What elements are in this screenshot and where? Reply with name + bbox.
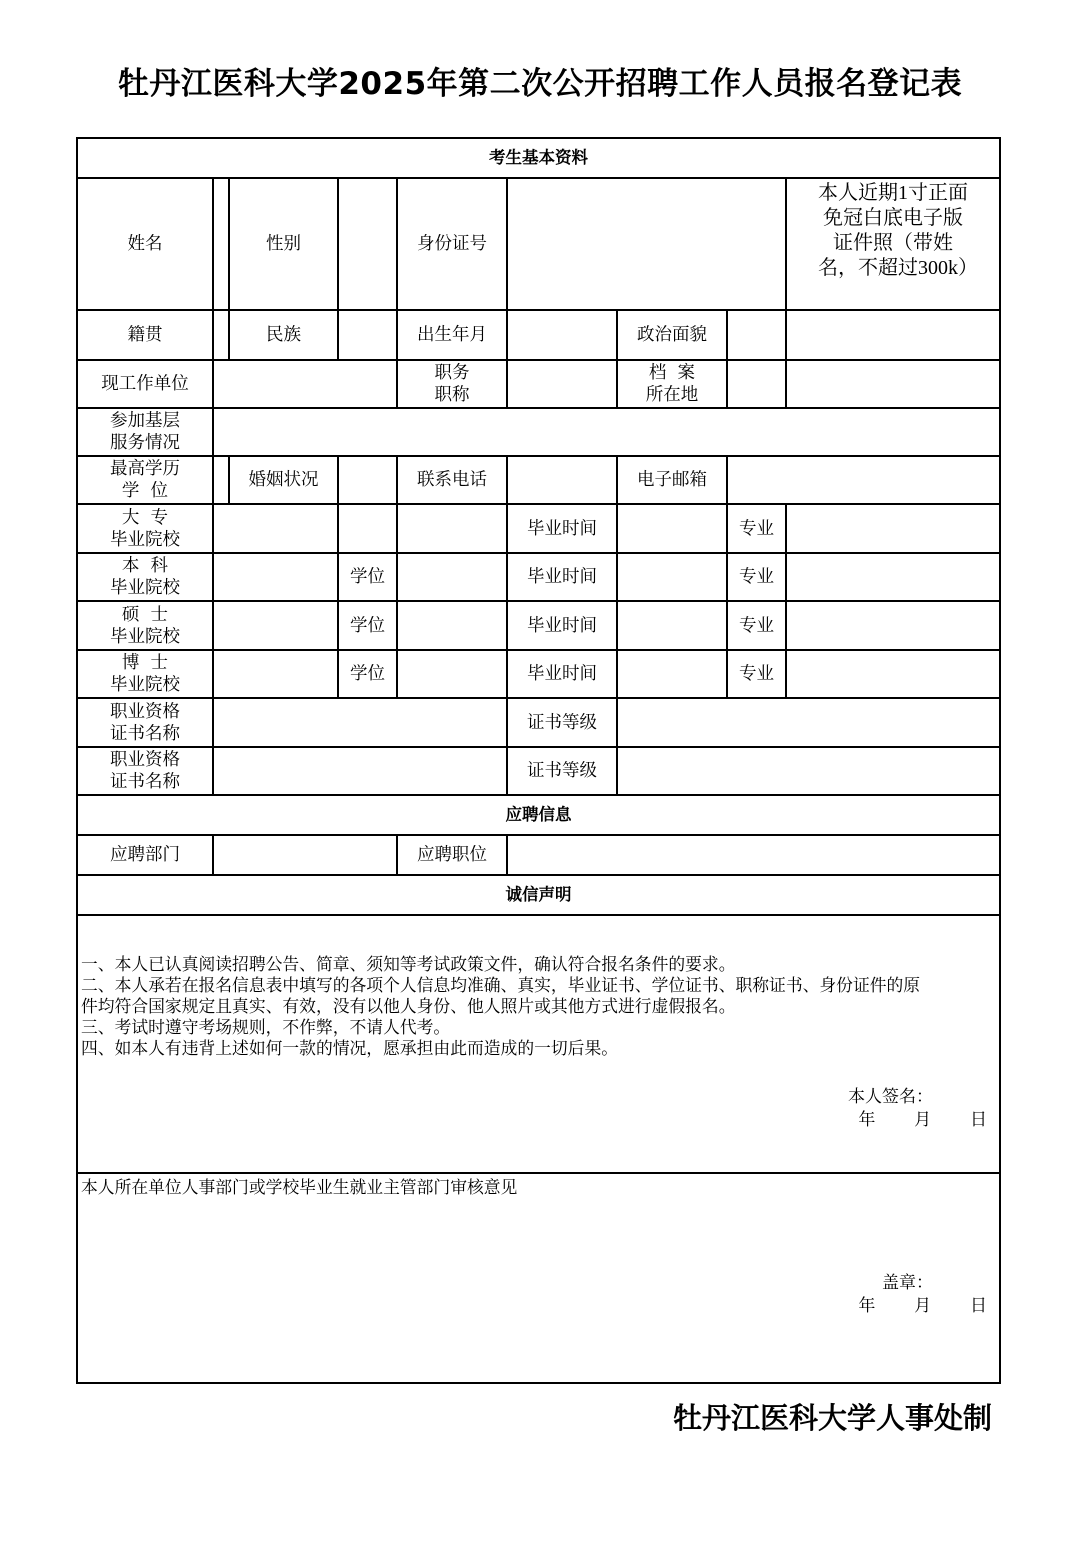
label-archive-location	[618, 361, 728, 409]
spacer-cell	[214, 179, 230, 311]
grad-time-field[interactable]	[618, 505, 728, 554]
label-certificate-level: 证书等级	[508, 699, 618, 748]
section-application-info: 应聘信息	[78, 796, 999, 836]
doctor-school-field[interactable]	[214, 651, 339, 699]
education-line2: 学 位	[121, 481, 169, 501]
integrity-declaration	[78, 916, 999, 1174]
declaration-text	[81, 954, 920, 1059]
label-major: 专业	[728, 505, 787, 554]
grassroots-service-field[interactable]	[214, 409, 999, 457]
work-unit-field[interactable]	[214, 361, 398, 409]
college-degree-label	[339, 505, 398, 554]
archive-line1: 档 案	[648, 363, 696, 383]
section-basic-info: 考生基本资料	[78, 139, 999, 179]
empty-cell	[787, 311, 999, 361]
label-name: 姓名	[78, 179, 214, 311]
major-field[interactable]	[787, 554, 999, 602]
label-grad-time: 毕业时间	[508, 602, 618, 651]
label-post-title	[398, 361, 508, 409]
grassroots-line1: 参加基层	[110, 411, 180, 431]
major-field[interactable]	[787, 651, 999, 699]
label-id-number: 身份证号	[398, 179, 508, 311]
footer-issuer: 牡丹江医科大学人事处制	[672, 1401, 992, 1435]
college-school-field[interactable]	[214, 505, 339, 554]
label-ethnicity: 民族	[230, 311, 339, 361]
bachelor-school-field[interactable]	[214, 554, 339, 602]
declaration-line: 二、本人承若在报名信息表中填写的各项个人信息均准确、真实，毕业证书、学位证书、职称证书、身份证件的原	[81, 975, 921, 995]
signature-label[interactable]: 本人签名：	[848, 1087, 933, 1107]
edu-school-label: 毕业院校	[110, 675, 180, 695]
label-marital: 婚姻状况	[230, 457, 339, 505]
label-bachelor-school	[78, 554, 214, 602]
education-field[interactable]	[214, 457, 230, 505]
label-birth: 出生年月	[398, 311, 508, 361]
native-place-field[interactable]	[214, 311, 230, 361]
label-highest-education	[78, 457, 214, 505]
birth-field[interactable]	[508, 311, 618, 361]
certificate-name-field[interactable]	[214, 699, 508, 748]
post-title-field[interactable]	[508, 361, 618, 409]
label-major: 专业	[728, 554, 787, 602]
label-degree: 学位	[339, 602, 398, 651]
id-number-field[interactable]	[508, 179, 787, 311]
label-degree: 学位	[339, 651, 398, 699]
empty-cell	[787, 361, 999, 409]
label-grad-time: 毕业时间	[508, 554, 618, 602]
degree-field[interactable]	[398, 651, 508, 699]
grad-time-field[interactable]	[618, 554, 728, 602]
label-grad-time: 毕业时间	[508, 505, 618, 554]
edu-school-label: 毕业院校	[110, 578, 180, 598]
cert-label-line1: 职业资格	[110, 750, 180, 770]
label-apply-position: 应聘职位	[398, 836, 508, 876]
label-grad-time: 毕业时间	[508, 651, 618, 699]
master-school-field[interactable]	[214, 602, 339, 651]
label-certificate-name	[78, 748, 214, 796]
label-master-school	[78, 602, 214, 651]
edu-school-label: 毕业院校	[110, 626, 180, 647]
major-field[interactable]	[787, 505, 999, 554]
declaration-line: 件均符合国家规定且真实、有效，没有以他人身份、他人照片或其他方式进行虚假报名。	[81, 996, 736, 1016]
registration-form-table	[76, 137, 1001, 1384]
ethnicity-field[interactable]	[339, 311, 398, 361]
certificate-level-field[interactable]	[618, 699, 999, 748]
label-email: 电子邮箱	[618, 457, 728, 505]
seal-label: 盖章：	[882, 1273, 933, 1293]
declaration-line: 一、本人已认真阅读招聘公告、简章、须知等考试政策文件，确认符合报名条件的要求。	[81, 954, 736, 974]
edu-school-label: 毕业院校	[110, 529, 180, 550]
label-political: 政治面貌	[618, 311, 728, 361]
degree-field[interactable]	[398, 602, 508, 651]
edu-level: 本 科	[121, 556, 169, 576]
edu-level: 博 士	[121, 653, 169, 673]
label-college-school	[78, 505, 214, 554]
archive-line2: 所在地	[645, 385, 699, 405]
certificate-level-field[interactable]	[618, 748, 999, 796]
review-opinion-box[interactable]	[78, 1174, 999, 1382]
label-doctor-school	[78, 651, 214, 699]
label-apply-department: 应聘部门	[78, 836, 214, 876]
political-field[interactable]	[728, 311, 787, 361]
declaration-line: 四、如本人有违背上述如何一款的情况，愿承担由此而造成的一切后果。	[81, 1038, 619, 1058]
phone-field[interactable]	[508, 457, 618, 505]
label-phone: 联系电话	[398, 457, 508, 505]
degree-field[interactable]	[398, 554, 508, 602]
apply-position-field[interactable]	[508, 836, 999, 876]
marital-field[interactable]	[339, 457, 398, 505]
signature-date: 年 月 日	[858, 1110, 987, 1130]
seal-date: 年 月 日	[858, 1296, 987, 1316]
email-field[interactable]	[728, 457, 999, 505]
grad-time-field[interactable]	[618, 651, 728, 699]
photo-box[interactable]	[787, 179, 999, 311]
edu-level: 大 专	[121, 507, 169, 528]
label-work-unit: 现工作单位	[78, 361, 214, 409]
cert-label-line2: 证书名称	[110, 723, 180, 744]
review-label: 本人所在单位人事部门或学校毕业生就业主管部门审核意见	[81, 1177, 518, 1197]
grassroots-line2: 服务情况	[110, 433, 180, 453]
declaration-line: 三、考试时遵守考场规则，不作弊，不请人代考。	[81, 1017, 451, 1037]
post-line1: 职务	[434, 363, 470, 383]
post-line2: 职称	[434, 385, 470, 405]
cert-label-line1: 职业资格	[110, 701, 180, 722]
certificate-name-field[interactable]	[214, 748, 508, 796]
education-line1: 最高学历	[110, 459, 180, 479]
cert-label-line2: 证书名称	[110, 772, 180, 792]
label-degree: 学位	[339, 554, 398, 602]
grad-time-field[interactable]	[618, 602, 728, 651]
gender-field[interactable]	[339, 179, 398, 311]
label-major: 专业	[728, 602, 787, 651]
apply-department-field[interactable]	[214, 836, 398, 876]
archive-location-field[interactable]	[728, 361, 787, 409]
college-degree-field[interactable]	[398, 505, 508, 554]
label-grassroots-service	[78, 409, 214, 457]
photo-note: 本人近期1寸正面免冠白底电子版证件照（带姓名，不超过300k）	[818, 182, 978, 279]
label-native-place: 籍贯	[78, 311, 214, 361]
label-certificate-name	[78, 699, 214, 748]
major-field[interactable]	[787, 602, 999, 651]
label-certificate-level: 证书等级	[508, 748, 618, 796]
label-gender: 性别	[230, 179, 339, 311]
form-title: 牡丹江医科大学2025年第二次公开招聘工作人员报名登记表	[117, 66, 963, 102]
edu-level: 硕 士	[121, 604, 169, 625]
label-major: 专业	[728, 651, 787, 699]
section-integrity: 诚信声明	[78, 876, 999, 916]
